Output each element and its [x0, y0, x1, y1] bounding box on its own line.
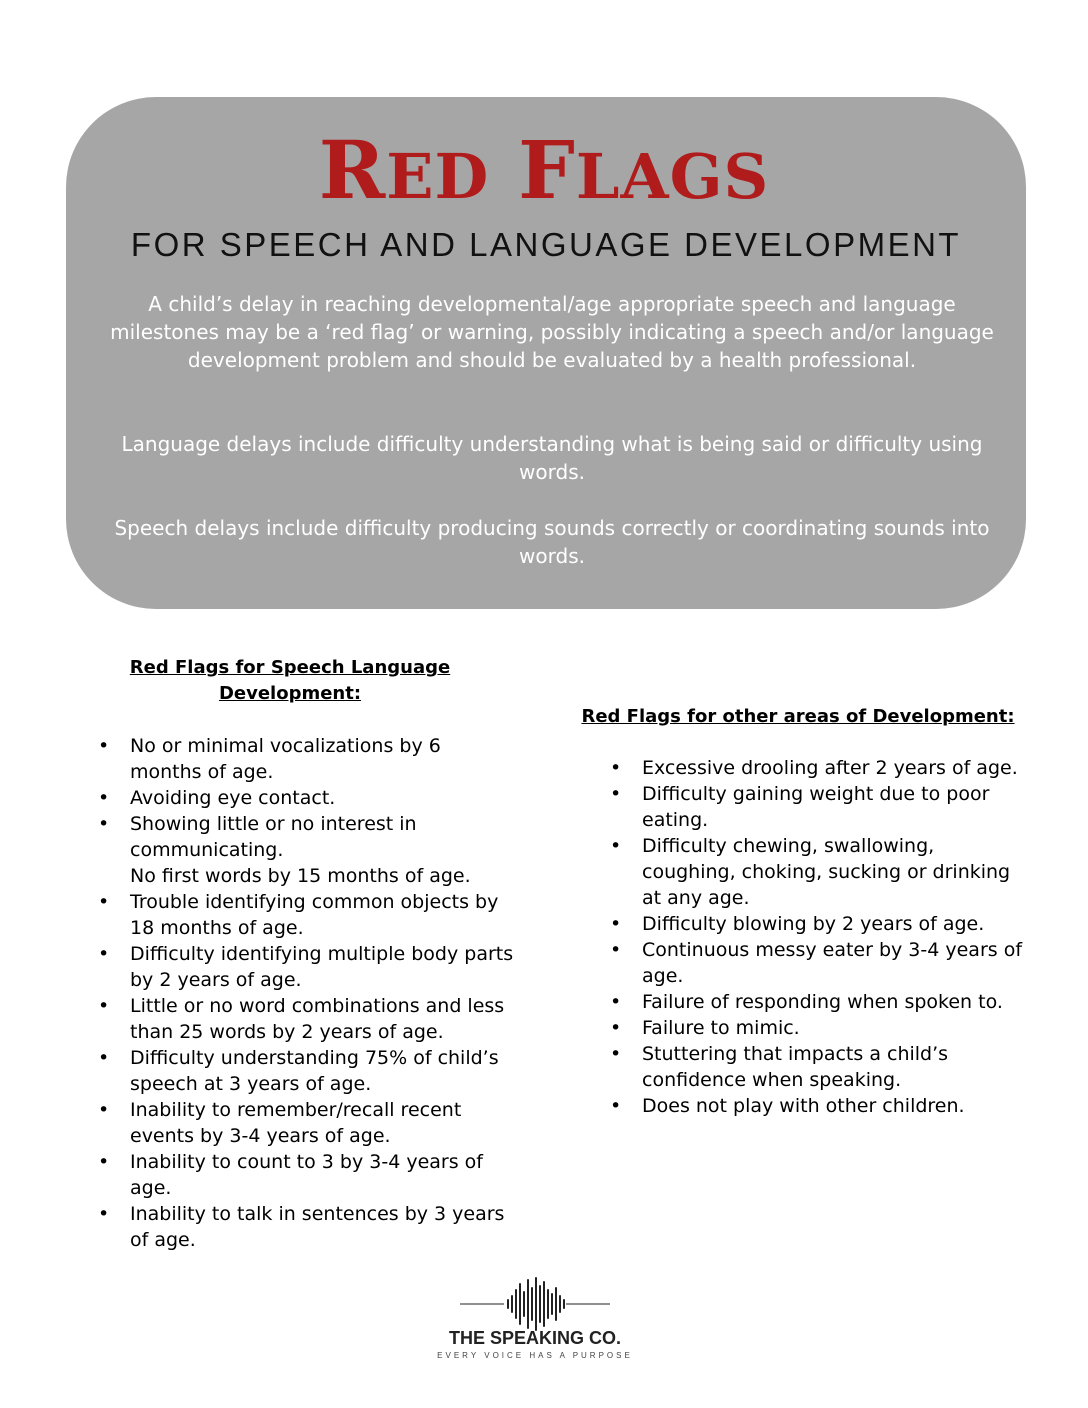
bullet-icon: • — [610, 757, 622, 779]
list-item-text: Inability to count to 3 by 3-4 years of age. — [130, 1151, 483, 1199]
list-item — [610, 1093, 1030, 1119]
list-item — [98, 1045, 518, 1097]
list-item-text: Difficulty identifying multiple body parts by 2 years of age. — [130, 943, 514, 991]
list-item-text: Showing little or no interest in communicating. — [130, 813, 417, 861]
speaking-co-logo — [430, 1274, 640, 1364]
bullet-icon: • — [98, 943, 110, 965]
list-item — [610, 911, 1030, 937]
bullet-icon: • — [98, 891, 110, 913]
list-item — [98, 733, 518, 785]
list-item — [98, 889, 518, 941]
list-item-text: Excessive drooling after 2 years of age. — [642, 757, 1018, 779]
list-item-text: Avoiding eye contact. — [130, 787, 336, 809]
speech-language-heading-line1: Red Flags for Speech Language — [129, 657, 451, 678]
list-item — [98, 811, 518, 889]
list-item — [610, 833, 1030, 911]
list-item-text: Difficulty gaining weight due to poor eating. — [642, 783, 990, 831]
title-initial-r: R — [318, 123, 387, 217]
bullet-icon: • — [610, 939, 622, 961]
list-item-text: No or minimal vocalizations by 6 months of age. — [130, 735, 441, 783]
list-item-text: Failure to mimic. — [642, 1017, 800, 1039]
list-item-text: Failure of responding when spoken to. — [642, 991, 1003, 1013]
other-areas-heading: Red Flags for other areas of Development: — [581, 706, 1015, 727]
bullet-icon: • — [98, 1151, 110, 1173]
list-item-text: Trouble identifying common objects by 18 months of age. — [130, 891, 499, 939]
list-item — [98, 1097, 518, 1149]
list-item — [98, 1201, 518, 1253]
list-item-text: Inability to remember/recall recent events by 3-4 years of age. — [130, 1099, 462, 1147]
intro-paragraph-speech-delays: Speech delays include difficulty producing sounds correctly or coordinating sounds into words. — [114, 516, 990, 568]
title-initial-f: F — [518, 123, 576, 217]
list-item-text: Difficulty blowing by 2 years of age. — [642, 913, 985, 935]
list-item-text: Little or no word combinations and less than 25 words by 2 years of age. — [130, 995, 505, 1043]
bullet-icon: • — [610, 783, 622, 805]
list-item-text: Stuttering that impacts a child’s confidence when speaking. — [642, 1043, 949, 1091]
speech-language-flag-list — [98, 733, 518, 1253]
speech-language-heading — [90, 655, 490, 707]
intro-paragraph-language-delays: Language delays include difficulty understanding what is being said or difficulty using words. — [121, 432, 983, 484]
page-title — [0, 122, 1088, 225]
page-subtitle: FOR SPEECH AND LANGUAGE DEVELOPMENT — [130, 226, 962, 263]
bullet-icon: • — [610, 991, 622, 1013]
bullet-icon: • — [98, 995, 110, 1017]
list-item-text: Does not play with other children. — [642, 1095, 965, 1117]
bullet-icon: • — [98, 1099, 110, 1121]
bullet-icon: • — [610, 913, 622, 935]
bullet-icon: • — [98, 1047, 110, 1069]
list-item-text: Difficulty chewing, swallowing, coughing, choking, sucking or drinking at any age. — [642, 835, 1011, 909]
list-item-text: Difficulty understanding 75% of child’s speech at 3 years of age. — [130, 1047, 499, 1095]
bullet-icon: • — [98, 813, 110, 835]
list-item — [98, 941, 518, 993]
bullet-icon: • — [610, 1095, 622, 1117]
bullet-icon: • — [98, 1203, 110, 1225]
title-rest-ed: ED — [386, 140, 490, 213]
other-areas-flag-list — [610, 755, 1030, 1119]
brand-name: THE SPEAKING CO. — [448, 1328, 622, 1348]
bullet-icon: • — [610, 1043, 622, 1065]
speech-language-heading-line2: Development: — [218, 683, 362, 704]
bullet-icon: • — [98, 787, 110, 809]
soundwave-icon — [458, 1274, 612, 1334]
list-item — [610, 937, 1030, 989]
list-item — [98, 785, 518, 811]
bullet-icon: • — [610, 835, 622, 857]
list-item — [610, 1015, 1030, 1041]
list-item — [610, 989, 1030, 1015]
brand-tagline: EVERY VOICE HAS A PURPOSE — [437, 1351, 633, 1360]
list-item-text: Inability to talk in sentences by 3 years of age. — [130, 1203, 505, 1251]
list-item — [610, 755, 1030, 781]
list-item — [610, 1041, 1030, 1093]
intro-paragraph-red-flag: A child’s delay in reaching developmental/age appropriate speech and language milestones may be a ‘red flag’ or warning, possibly indicating a speech and/or language development problem and should be evaluated by a health professional. — [110, 292, 994, 372]
bullet-icon: • — [98, 735, 110, 757]
list-item — [98, 1149, 518, 1201]
list-item-text: No first words by 15 months of age. — [130, 865, 471, 887]
list-item-text: Continuous messy eater by 3-4 years of age. — [642, 939, 1023, 987]
title-rest-lags: LAGS — [575, 140, 770, 213]
bullet-icon: • — [610, 1017, 622, 1039]
list-item — [98, 993, 518, 1045]
list-item — [610, 781, 1030, 833]
